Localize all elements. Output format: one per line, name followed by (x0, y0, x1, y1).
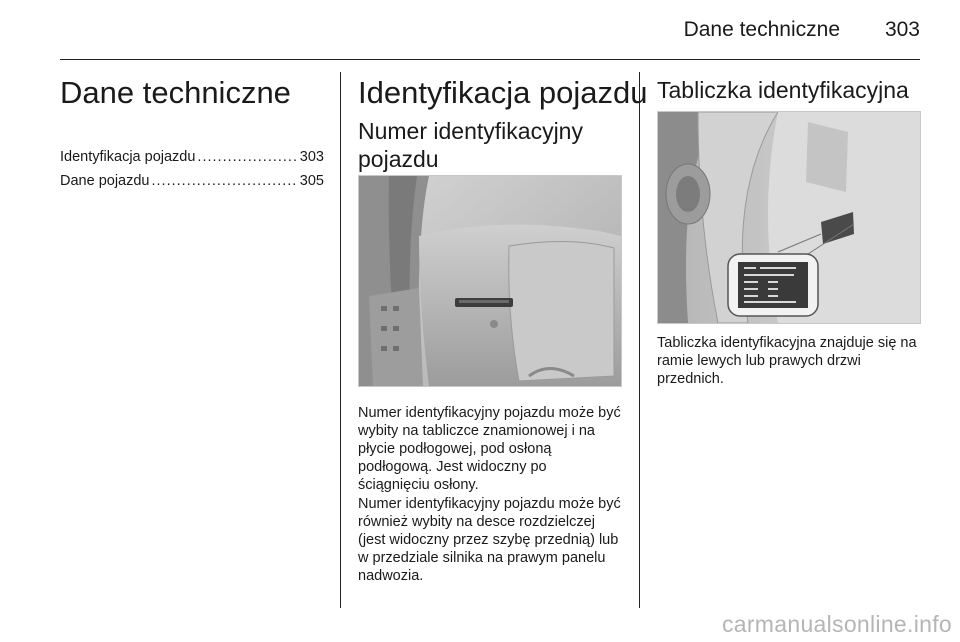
toc-entry-page: 303 (299, 149, 324, 165)
chapter-title: Dane techniczne (60, 75, 291, 110)
vin-location-photo (358, 175, 622, 387)
id-plate-location-photo (657, 111, 921, 324)
paragraph-vin-floor: Numer identyfikacyjny pojazdu może być wybity na tabliczce znamionowej i na płycie podłogowej, pod osłoną podłogową. Jest widoczny po ściągnięciu osłony. (358, 405, 621, 493)
toc-entry-label: Identyfikacja pojazdu (60, 149, 196, 165)
column-divider-right (639, 72, 640, 608)
section-title: Identyfikacja pojazdu (358, 75, 648, 110)
toc-entry-vehicle-identification[interactable] (60, 149, 324, 173)
toc-entry-page: 305 (299, 173, 324, 189)
toc-leader-dots (197, 149, 297, 165)
paragraph-id-plate: Tabliczka identyfikacyjna znajduje się na ramie lewych lub prawych drzwi przednich. (657, 335, 917, 387)
paragraph-vin-dashboard: Numer identyfikacyjny pojazdu może być również wybity na desce rozdzielczej (jest widoczny przez szybę przednią) lub w przedziale silnika na prawym panelu nadwozia. (358, 496, 621, 584)
header-rule (60, 59, 920, 60)
watermark: carmanualsonline.info (721, 611, 952, 637)
toc-entry-label: Dane pojazdu (60, 173, 150, 189)
table-of-contents (60, 149, 324, 197)
page-number: 303 (884, 18, 920, 41)
running-header-title: Dane techniczne (683, 18, 840, 41)
subsection-title: Numer identyfikacyjny pojazdu (358, 118, 583, 172)
toc-entry-vehicle-data[interactable] (60, 173, 324, 197)
column-divider-left (340, 72, 341, 608)
section-title-id-plate: Tabliczka identyfikacyjna (657, 77, 909, 103)
toc-leader-dots (152, 173, 298, 189)
